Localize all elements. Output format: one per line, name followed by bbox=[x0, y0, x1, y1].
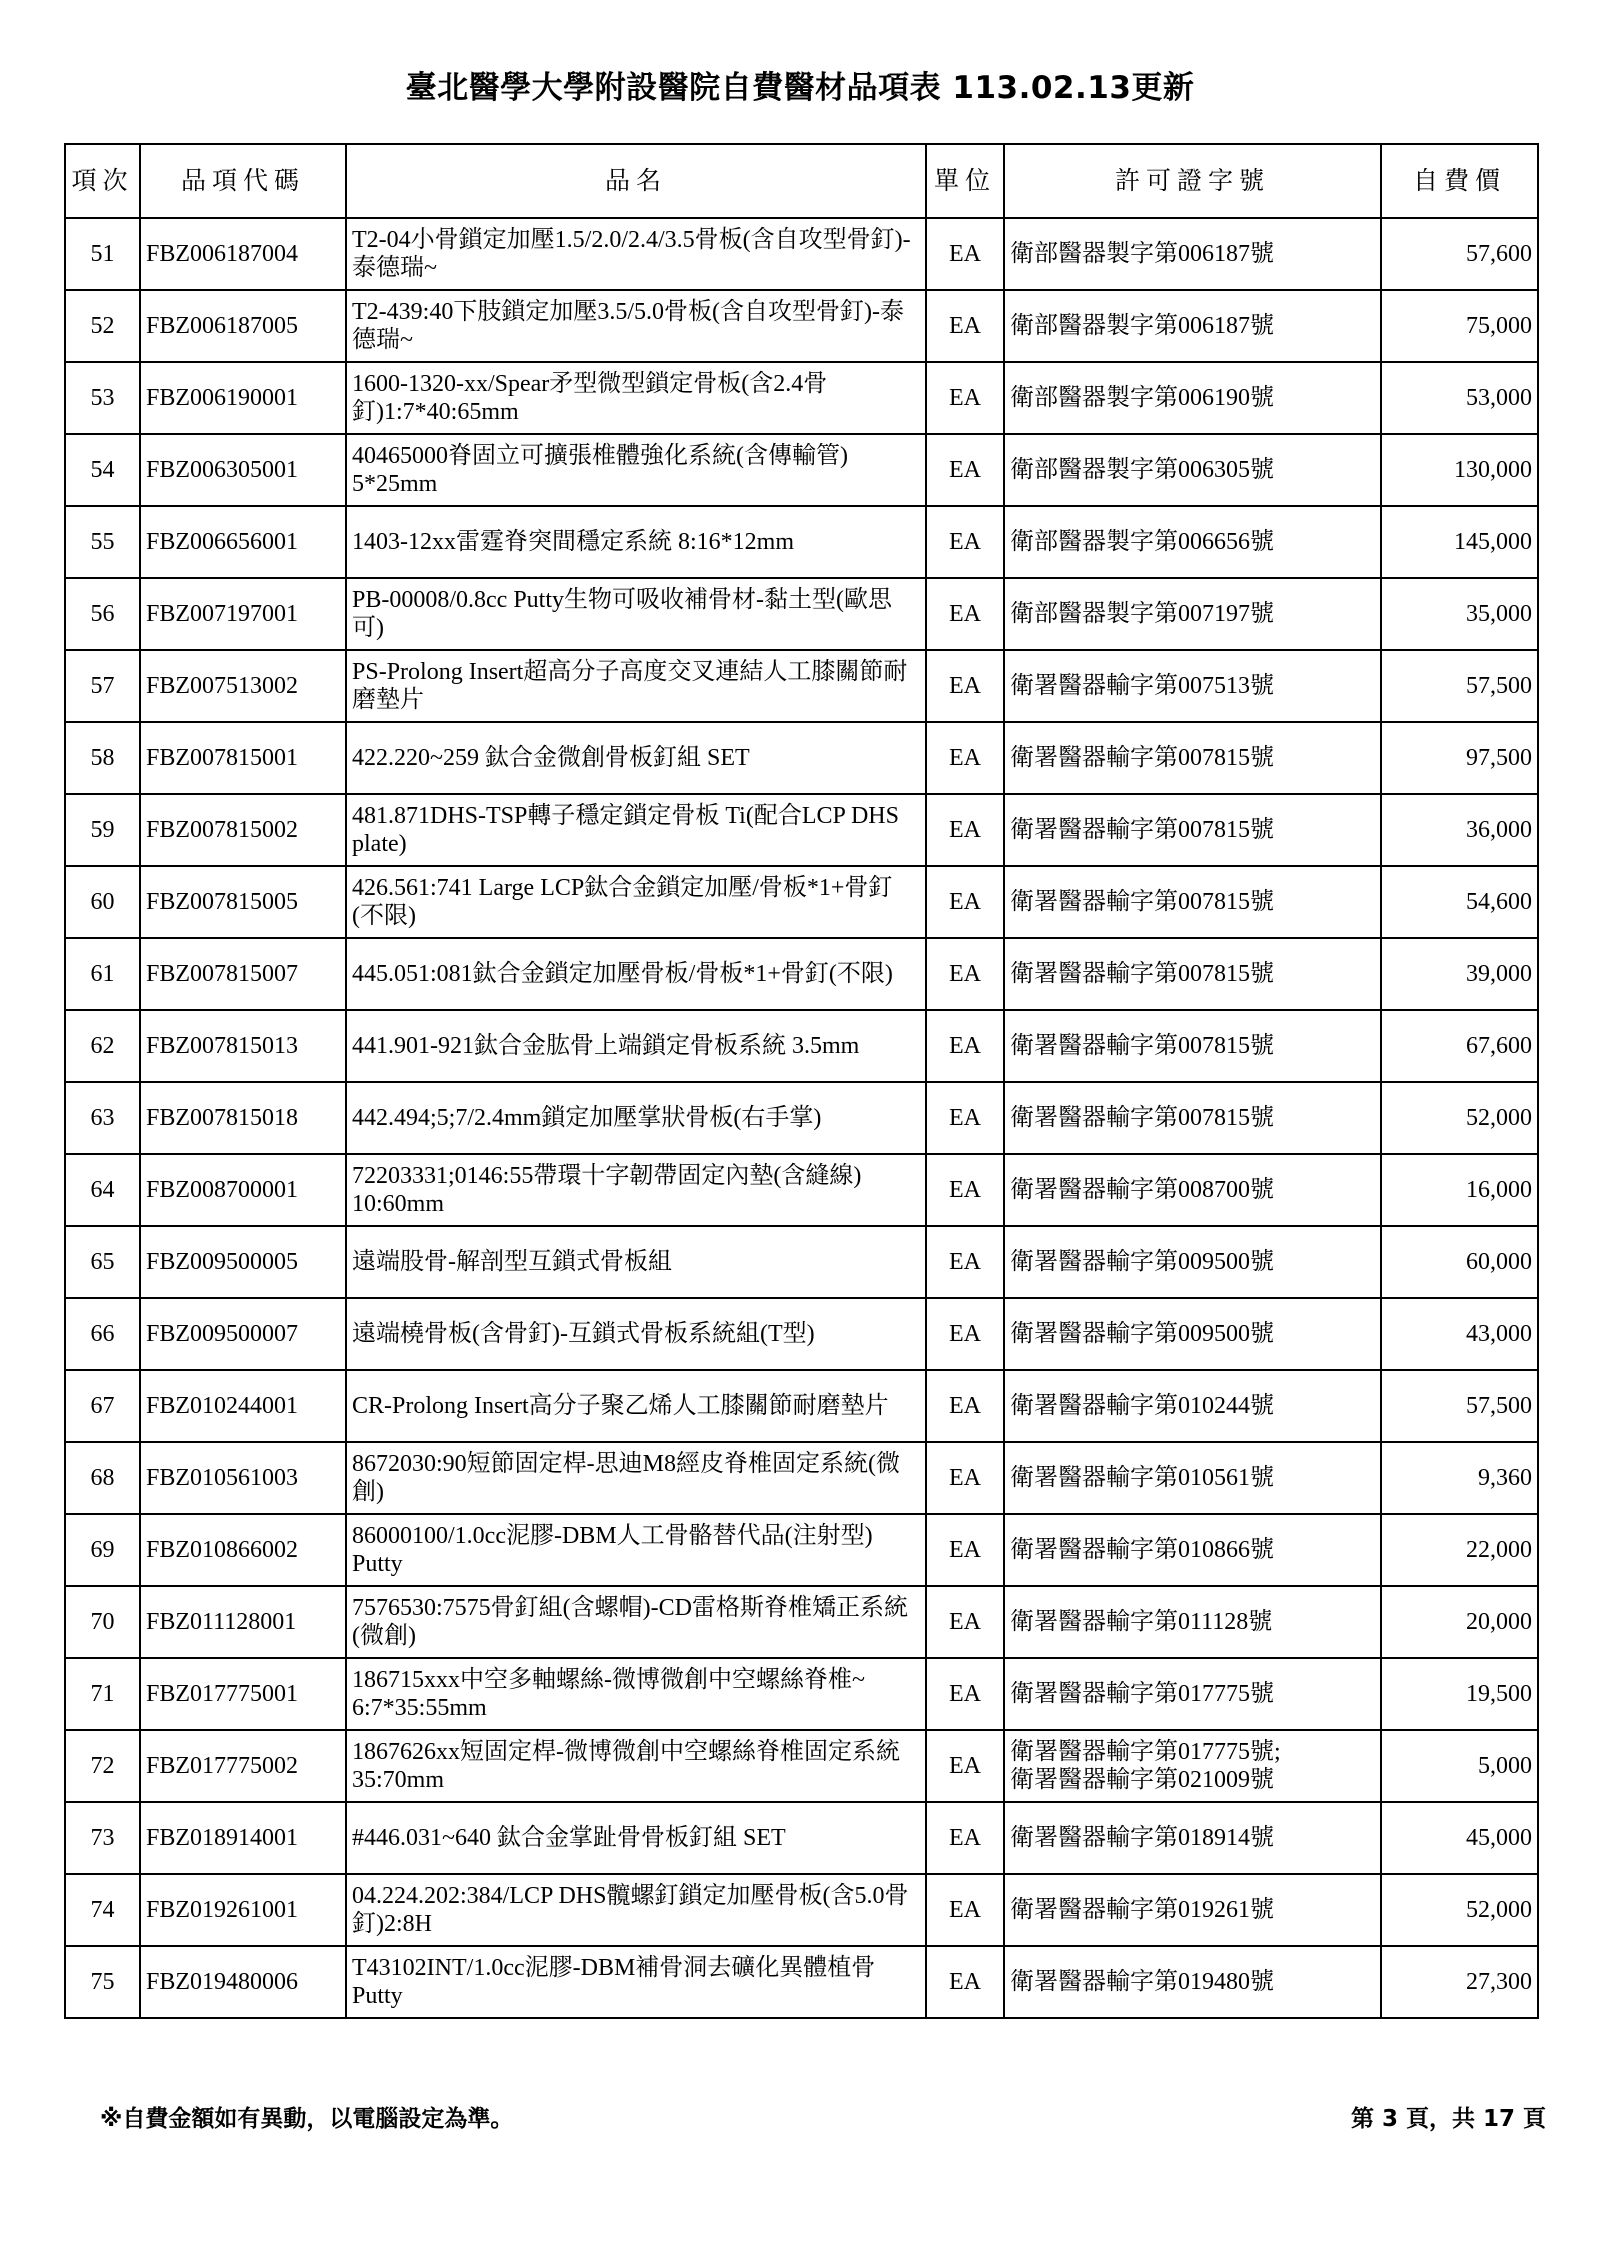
item-name: 441.901-921鈦合金肱骨上端鎖定骨板系統 3.5mm bbox=[346, 1010, 926, 1082]
item-code: FBZ007815013 bbox=[140, 1010, 346, 1082]
page-number: 第 3 頁，共 17 頁 bbox=[1350, 2106, 1546, 2132]
item-unit: EA bbox=[926, 434, 1004, 506]
table-row bbox=[65, 290, 1538, 362]
item-code: FBZ006190001 bbox=[140, 362, 346, 434]
permit-number: 衛部醫器製字第006190號 bbox=[1004, 362, 1381, 434]
self-pay-price: 52,000 bbox=[1381, 1874, 1538, 1946]
table-row bbox=[65, 722, 1538, 794]
item-number: 53 bbox=[65, 362, 140, 434]
permit-number: 衛部醫器製字第006656號 bbox=[1004, 506, 1381, 578]
price-notice: ※自費金額如有異動，以電腦設定為準。 bbox=[100, 2106, 514, 2132]
permit-number: 衛署醫器輸字第011128號 bbox=[1004, 1586, 1381, 1658]
table-row bbox=[65, 434, 1538, 506]
self-pay-price: 53,000 bbox=[1381, 362, 1538, 434]
item-name: 72203331;0146:55帶環十字韌帶固定內墊(含縫線) 10:60mm bbox=[346, 1154, 926, 1226]
item-name: PB-00008/0.8cc Putty生物可吸收補骨材-黏土型(歐思可) bbox=[346, 578, 926, 650]
item-unit: EA bbox=[926, 1298, 1004, 1370]
item-number: 56 bbox=[65, 578, 140, 650]
item-unit: EA bbox=[926, 1730, 1004, 1802]
column-header-code: 品項代碼 bbox=[140, 144, 346, 218]
item-number: 52 bbox=[65, 290, 140, 362]
item-code: FBZ017775001 bbox=[140, 1658, 346, 1730]
self-pay-price: 60,000 bbox=[1381, 1226, 1538, 1298]
item-number: 59 bbox=[65, 794, 140, 866]
table-row bbox=[65, 1514, 1538, 1586]
table-row bbox=[65, 1154, 1538, 1226]
item-number: 65 bbox=[65, 1226, 140, 1298]
item-name: 04.224.202:384/LCP DHS髖螺釘鎖定加壓骨板(含5.0骨釘)2:8H bbox=[346, 1874, 926, 1946]
item-name: 481.871DHS-TSP轉子穩定鎖定骨板 Ti(配合LCP DHS plate) bbox=[346, 794, 926, 866]
table-row bbox=[65, 1370, 1538, 1442]
page-title: 臺北醫學大學附設醫院自費醫材品項表 113.02.13更新 bbox=[405, 70, 1195, 106]
item-name: 遠端股骨-解剖型互鎖式骨板組 bbox=[346, 1226, 926, 1298]
table-row bbox=[65, 1226, 1538, 1298]
item-number: 72 bbox=[65, 1730, 140, 1802]
item-code: FBZ019480006 bbox=[140, 1946, 346, 2018]
item-code: FBZ007197001 bbox=[140, 578, 346, 650]
item-code: FBZ007815005 bbox=[140, 866, 346, 938]
item-unit: EA bbox=[926, 1658, 1004, 1730]
permit-number: 衛署醫器輸字第007513號 bbox=[1004, 650, 1381, 722]
permit-number: 衛署醫器輸字第007815號 bbox=[1004, 938, 1381, 1010]
permit-number: 衛署醫器輸字第007815號 bbox=[1004, 722, 1381, 794]
item-number: 70 bbox=[65, 1586, 140, 1658]
item-unit: EA bbox=[926, 1370, 1004, 1442]
item-name: 40465000脊固立可擴張椎體強化系統(含傳輸管) 5*25mm bbox=[346, 434, 926, 506]
column-header-unit: 單位 bbox=[926, 144, 1004, 218]
item-name: T2-439:40下肢鎖定加壓3.5/5.0骨板(含自攻型骨釘)-泰德瑞~ bbox=[346, 290, 926, 362]
item-number: 58 bbox=[65, 722, 140, 794]
item-code: FBZ010244001 bbox=[140, 1370, 346, 1442]
item-number: 74 bbox=[65, 1874, 140, 1946]
item-code: FBZ017775002 bbox=[140, 1730, 346, 1802]
table-row bbox=[65, 938, 1538, 1010]
item-number: 71 bbox=[65, 1658, 140, 1730]
item-unit: EA bbox=[926, 866, 1004, 938]
item-unit: EA bbox=[926, 1586, 1004, 1658]
item-name: 86000100/1.0cc泥膠-DBM人工骨骼替代品(注射型) Putty bbox=[346, 1514, 926, 1586]
item-number: 66 bbox=[65, 1298, 140, 1370]
item-unit: EA bbox=[926, 1226, 1004, 1298]
table-row bbox=[65, 1658, 1538, 1730]
self-pay-price: 39,000 bbox=[1381, 938, 1538, 1010]
item-code: FBZ018914001 bbox=[140, 1802, 346, 1874]
item-number: 51 bbox=[65, 218, 140, 290]
table-row bbox=[65, 650, 1538, 722]
item-number: 54 bbox=[65, 434, 140, 506]
permit-number: 衛署醫器輸字第019261號 bbox=[1004, 1874, 1381, 1946]
item-code: FBZ007815018 bbox=[140, 1082, 346, 1154]
item-name: 422.220~259 鈦合金微創骨板釘組 SET bbox=[346, 722, 926, 794]
item-code: FBZ008700001 bbox=[140, 1154, 346, 1226]
self-pay-price: 75,000 bbox=[1381, 290, 1538, 362]
permit-number: 衛署醫器輸字第010561號 bbox=[1004, 1442, 1381, 1514]
permit-number: 衛署醫器輸字第007815號 bbox=[1004, 1010, 1381, 1082]
permit-number: 衛署醫器輸字第018914號 bbox=[1004, 1802, 1381, 1874]
table-row bbox=[65, 1802, 1538, 1874]
item-number: 55 bbox=[65, 506, 140, 578]
item-code: FBZ006187005 bbox=[140, 290, 346, 362]
item-name: 186715xxx中空多軸螺絲-微博微創中空螺絲脊椎~ 6:7*35:55mm bbox=[346, 1658, 926, 1730]
self-pay-price: 36,000 bbox=[1381, 794, 1538, 866]
table-row bbox=[65, 794, 1538, 866]
item-name: 7576530:7575骨釘組(含螺帽)-CD雷格斯脊椎矯正系統(微創) bbox=[346, 1586, 926, 1658]
table-row bbox=[65, 1442, 1538, 1514]
item-code: FBZ007815002 bbox=[140, 794, 346, 866]
item-code: FBZ019261001 bbox=[140, 1874, 346, 1946]
item-number: 62 bbox=[65, 1010, 140, 1082]
item-name: 1600-1320-xx/Spear矛型微型鎖定骨板(含2.4骨釘)1:7*40:65mm bbox=[346, 362, 926, 434]
self-pay-price: 57,500 bbox=[1381, 1370, 1538, 1442]
item-unit: EA bbox=[926, 722, 1004, 794]
item-number: 69 bbox=[65, 1514, 140, 1586]
item-code: FBZ006656001 bbox=[140, 506, 346, 578]
item-code: FBZ007815007 bbox=[140, 938, 346, 1010]
item-number: 73 bbox=[65, 1802, 140, 1874]
item-name: 445.051:081鈦合金鎖定加壓骨板/骨板*1+骨釘(不限) bbox=[346, 938, 926, 1010]
item-unit: EA bbox=[926, 1514, 1004, 1586]
permit-number: 衛署醫器輸字第007815號 bbox=[1004, 794, 1381, 866]
item-unit: EA bbox=[926, 362, 1004, 434]
permit-number: 衛署醫器輸字第008700號 bbox=[1004, 1154, 1381, 1226]
item-name: 426.561:741 Large LCP鈦合金鎖定加壓/骨板*1+骨釘(不限) bbox=[346, 866, 926, 938]
item-number: 64 bbox=[65, 1154, 140, 1226]
self-pay-price: 67,600 bbox=[1381, 1010, 1538, 1082]
self-pay-price: 9,360 bbox=[1381, 1442, 1538, 1514]
table-row bbox=[65, 866, 1538, 938]
item-name: CR-Prolong Insert高分子聚乙烯人工膝關節耐磨墊片 bbox=[346, 1370, 926, 1442]
permit-number: 衛署醫器輸字第007815號 bbox=[1004, 1082, 1381, 1154]
self-pay-price: 57,600 bbox=[1381, 218, 1538, 290]
table-header-row bbox=[65, 144, 1538, 218]
item-name: 8672030:90短節固定桿-思迪M8經皮脊椎固定系統(微創) bbox=[346, 1442, 926, 1514]
table-row bbox=[65, 1082, 1538, 1154]
item-unit: EA bbox=[926, 1946, 1004, 2018]
item-unit: EA bbox=[926, 650, 1004, 722]
item-number: 61 bbox=[65, 938, 140, 1010]
self-pay-price: 35,000 bbox=[1381, 578, 1538, 650]
item-unit: EA bbox=[926, 794, 1004, 866]
table-row bbox=[65, 1298, 1538, 1370]
self-pay-price: 16,000 bbox=[1381, 1154, 1538, 1226]
item-unit: EA bbox=[926, 1802, 1004, 1874]
permit-number: 衛部醫器製字第006187號 bbox=[1004, 218, 1381, 290]
self-pay-price: 57,500 bbox=[1381, 650, 1538, 722]
table-row bbox=[65, 218, 1538, 290]
item-number: 68 bbox=[65, 1442, 140, 1514]
item-code: FBZ006305001 bbox=[140, 434, 346, 506]
table-row bbox=[65, 506, 1538, 578]
item-number: 67 bbox=[65, 1370, 140, 1442]
item-number: 75 bbox=[65, 1946, 140, 2018]
item-unit: EA bbox=[926, 1010, 1004, 1082]
permit-number: 衛署醫器輸字第009500號 bbox=[1004, 1298, 1381, 1370]
item-number: 63 bbox=[65, 1082, 140, 1154]
self-pay-price: 19,500 bbox=[1381, 1658, 1538, 1730]
item-unit: EA bbox=[926, 290, 1004, 362]
permit-number: 衛署醫器輸字第017775號 bbox=[1004, 1658, 1381, 1730]
item-name: T2-04小骨鎖定加壓1.5/2.0/2.4/3.5骨板(含自攻型骨釘)-泰德瑞~ bbox=[346, 218, 926, 290]
item-unit: EA bbox=[926, 1082, 1004, 1154]
permit-number: 衛署醫器輸字第009500號 bbox=[1004, 1226, 1381, 1298]
column-header-no: 項次 bbox=[65, 144, 140, 218]
permit-number: 衛署醫器輸字第010244號 bbox=[1004, 1370, 1381, 1442]
item-unit: EA bbox=[926, 1154, 1004, 1226]
item-name: T43102INT/1.0cc泥膠-DBM補骨洞去礦化異體植骨 Putty bbox=[346, 1946, 926, 2018]
permit-number: 衛署醫器輸字第010866號 bbox=[1004, 1514, 1381, 1586]
item-code: FBZ009500005 bbox=[140, 1226, 346, 1298]
self-pay-price: 130,000 bbox=[1381, 434, 1538, 506]
self-pay-price: 145,000 bbox=[1381, 506, 1538, 578]
table-row bbox=[65, 1946, 1538, 2018]
self-pay-price: 22,000 bbox=[1381, 1514, 1538, 1586]
table-row bbox=[65, 578, 1538, 650]
column-header-name: 品名 bbox=[346, 144, 926, 218]
item-name: #446.031~640 鈦合金掌趾骨骨板釘組 SET bbox=[346, 1802, 926, 1874]
permit-number: 衛部醫器製字第007197號 bbox=[1004, 578, 1381, 650]
item-unit: EA bbox=[926, 578, 1004, 650]
item-unit: EA bbox=[926, 1874, 1004, 1946]
item-name: 遠端橈骨板(含骨釘)-互鎖式骨板系統組(T型) bbox=[346, 1298, 926, 1370]
self-pay-price: 45,000 bbox=[1381, 1802, 1538, 1874]
item-unit: EA bbox=[926, 506, 1004, 578]
item-number: 57 bbox=[65, 650, 140, 722]
permit-number: 衛部醫器製字第006187號 bbox=[1004, 290, 1381, 362]
permit-number: 衛署醫器輸字第007815號 bbox=[1004, 866, 1381, 938]
item-code: FBZ007815001 bbox=[140, 722, 346, 794]
table-row bbox=[65, 362, 1538, 434]
table-row bbox=[65, 1874, 1538, 1946]
self-pay-price: 97,500 bbox=[1381, 722, 1538, 794]
self-pay-price: 54,600 bbox=[1381, 866, 1538, 938]
item-code: FBZ007513002 bbox=[140, 650, 346, 722]
item-name: PS-Prolong Insert超高分子高度交叉連結人工膝關節耐磨墊片 bbox=[346, 650, 926, 722]
item-code: FBZ011128001 bbox=[140, 1586, 346, 1658]
permit-number: 衛署醫器輸字第019480號 bbox=[1004, 1946, 1381, 2018]
item-unit: EA bbox=[926, 218, 1004, 290]
self-pay-price: 27,300 bbox=[1381, 1946, 1538, 2018]
item-code: FBZ009500007 bbox=[140, 1298, 346, 1370]
table-row bbox=[65, 1730, 1538, 1802]
item-name: 442.494;5;7/2.4mm鎖定加壓掌狀骨板(右手掌) bbox=[346, 1082, 926, 1154]
table-row bbox=[65, 1010, 1538, 1082]
self-pay-price: 20,000 bbox=[1381, 1586, 1538, 1658]
self-pay-price: 43,000 bbox=[1381, 1298, 1538, 1370]
column-header-price: 自費價 bbox=[1381, 144, 1538, 218]
table-body bbox=[65, 218, 1538, 2018]
item-unit: EA bbox=[926, 938, 1004, 1010]
item-number: 60 bbox=[65, 866, 140, 938]
item-code: FBZ010561003 bbox=[140, 1442, 346, 1514]
permit-number: 衛部醫器製字第006305號 bbox=[1004, 434, 1381, 506]
price-table bbox=[64, 143, 1539, 2019]
item-name: 1403-12xx雷霆脊突間穩定系統 8:16*12mm bbox=[346, 506, 926, 578]
item-name: 1867626xx短固定桿-微博微創中空螺絲脊椎固定系統 35:70mm bbox=[346, 1730, 926, 1802]
item-unit: EA bbox=[926, 1442, 1004, 1514]
table-row bbox=[65, 1586, 1538, 1658]
permit-number: 衛署醫器輸字第017775號; 衛署醫器輸字第021009號 bbox=[1004, 1730, 1381, 1802]
self-pay-price: 52,000 bbox=[1381, 1082, 1538, 1154]
self-pay-price: 5,000 bbox=[1381, 1730, 1538, 1802]
item-code: FBZ010866002 bbox=[140, 1514, 346, 1586]
item-code: FBZ006187004 bbox=[140, 218, 346, 290]
column-header-permit: 許可證字號 bbox=[1004, 144, 1381, 218]
